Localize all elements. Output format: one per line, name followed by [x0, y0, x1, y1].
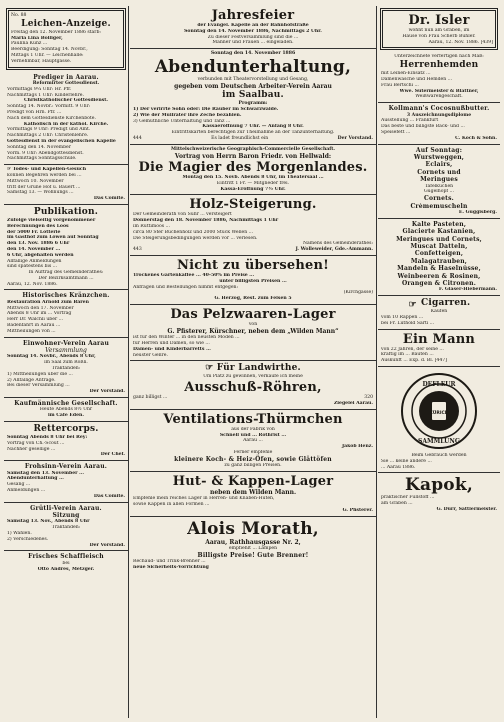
landwirthe-notice [130, 361, 376, 409]
rettercorps-line: Sonntag Abends 8 Uhr bei Rey: [7, 435, 88, 441]
ofen-line: zu ganz billigen Preisen. [224, 463, 282, 469]
gruetli-sign: Der Vorstand. [89, 542, 125, 548]
kollmann-line: Das beste und billigste Back- und ... [381, 124, 465, 130]
publikation-line: In Auftrag des Gemeinderathes: [28, 270, 104, 276]
gruetli-title: Grütli-Verein Aarau. [30, 504, 102, 512]
trauer-notice [4, 165, 128, 205]
herren-line: mit Leinen-Einsatz ... [381, 71, 431, 77]
prediger-line: Christkatholischer Gottesdienst. [24, 98, 108, 104]
cigarren-line: bei Fr. Lüthold Sarti ... [381, 320, 435, 326]
kollmann-line: Speisefett ... [381, 129, 411, 135]
dr-title: Dr. Isler [408, 13, 470, 28]
herren-line: Weißwarengeschäft. [415, 94, 463, 100]
publikation-line: der 5000 Fr. Lotterie [7, 229, 61, 235]
seal-center: ZÜRICH [429, 411, 449, 417]
frohsinn-notice [4, 461, 128, 502]
publikation-line: Der Bezirksamtmann ... [38, 275, 94, 281]
ausschuss-ref: 320 [364, 395, 373, 401]
kraenzchen-line: Badenfahrt in Aarau ... [7, 323, 61, 329]
kaufmaennische-line: im Café Eden. [48, 413, 84, 419]
hut-subtitle: neben dem Wilden Mann. [209, 488, 297, 496]
kollmann-notice [378, 103, 500, 144]
kaufmaennische-title: Kaufmännische Gesellschaft. [14, 400, 118, 408]
publikation-line: den 14. November ... [7, 246, 61, 252]
abend-program-item: 2) Wie der Mullrater ihre Zeche bezahlen. [133, 112, 242, 118]
hut-title: Hut- & Kappen-Lager [172, 473, 334, 489]
abend-footer: Eintrittskarten berechtigen zur Theilnahme an der Tanzunterhaltung. [171, 130, 335, 136]
ausschuss-title: Ausschuß-Röhren, [184, 380, 322, 396]
holz-steigerung-notice [130, 195, 376, 256]
kalte-title: Kalte Pasteten, [411, 220, 467, 228]
jahresfeier-line: Zu dieser Festversammlung sind die ... [207, 34, 299, 40]
leichen-line: Paulina Kunz ... [11, 41, 48, 47]
pelz-line: für Herren und Damen, so wie ... [133, 340, 210, 346]
auf-sonntag-notice [378, 145, 500, 219]
herren-title: Herrenhemden [399, 60, 479, 71]
einwohner-line: im Saal zum Rößli. [44, 360, 88, 366]
frohsinn-line: Anmeldungen ... [7, 488, 46, 494]
rettercorps-title: Rettercorps. [33, 424, 99, 435]
cigarren-notice [378, 296, 500, 329]
morath-notice [130, 517, 376, 573]
jahresfeier-notice [130, 6, 376, 49]
kollmann-line: Ausstellung ... Frankfurt [381, 118, 439, 124]
abend-program-item: Kassaeröffnung 7 Uhr. — Anfang 8 Uhr. [202, 124, 304, 130]
geogr-line: Eintritt 1 Fr. — Mitglieder frei. [216, 180, 290, 186]
cigarren-heading [381, 298, 497, 309]
right-column [378, 6, 500, 718]
herren-line: Wwe. Sutermeister & Blattner, [399, 88, 479, 94]
gruetli-line: Traktanden: [51, 525, 81, 531]
kaufmaennische-notice [4, 398, 128, 422]
nicht-name: G. Herzog, Rest. zum Felsen 5 [214, 296, 292, 302]
geogr-lead: Vortrag von Herrn Baron Friedr. von Hellwald: [174, 152, 332, 160]
kapok-line: praktischer Füllstoff ... [381, 495, 435, 501]
seal-line: Sie ... keine andere ... [381, 458, 432, 464]
hut-sign: G. Pfisterer. [342, 507, 373, 513]
publikation-line: Berechnungen des Loos [7, 223, 69, 229]
prediger-title: Prediger in Aarau. [33, 73, 99, 81]
abend-subtitle: gegeben vom Deutschen Arbeiter-Verein Aarau [174, 82, 332, 90]
nicht-line: unter billigsten Preisen ... [219, 278, 287, 284]
geogr-talk-title: Die Magier des Morgenlandes. [138, 159, 368, 175]
morath-line: neue Sicherheits-Vorrichtung [133, 565, 209, 571]
leichen-line: Beerdigung: Sonntag 14. Novbr., [11, 47, 88, 53]
herren-pre: Unterzeichnete verfertigen nach Maß: [394, 54, 484, 60]
holz-line: circa 80 Ster Buchenholz und 2000 Stück Wellen ... [133, 229, 254, 235]
kapok-name: G. Dürr, Sattlermeister. [436, 507, 497, 513]
kapok-line: am Graben ... [381, 501, 413, 507]
sonntag-item: Wurstweggen, [413, 153, 465, 161]
mann-title: Ein Mann [402, 331, 476, 347]
notice-number: No. 88 [11, 13, 27, 18]
jahresfeier-title: Jahresfeier [211, 8, 295, 23]
publikation-line: den 13. Nov. 1886 6 Uhr [7, 241, 70, 247]
prediger-line: Nach dem Gottesdienste Kirchenbote. [7, 115, 96, 121]
pelz-line: Damen- und Kinderbarretts ... [133, 346, 211, 352]
abend-ref: 444 [133, 135, 142, 141]
schaffleisch-title: Frisches Schaffleisch [28, 553, 104, 561]
publikation-line: Zufolge vielseitig vorgenommener [7, 217, 96, 223]
publikation-line: 6 Uhr, abgehalten werden [7, 252, 74, 258]
prediger-notice [4, 72, 128, 166]
geogr-title: Mittelschweizerische Geographisch-Commercielle Gesellschaft. [171, 146, 335, 152]
gruetli-line: 2) Verschiedenes. [7, 536, 49, 542]
abend-program-label: Programm: [238, 101, 268, 107]
geogr-line: Montag den 15. Novb. Abends 8 Uhr, im Theatersaal ... [182, 174, 324, 180]
nicht-zu-uebersehen-notice [130, 256, 376, 305]
prediger-line: Vorm. 9 Uhr: Abendgottesdienst. [7, 150, 84, 156]
kalte-item: Mandeln & Haselnüsse, [397, 265, 481, 273]
kalte-pasteten-notice [378, 219, 500, 296]
publikation-line: im Gasthof zum Löwen auf Sonntag [7, 235, 99, 241]
abend-title: Abendunterhaltung, [154, 56, 352, 77]
kraenzchen-line: Mittheilungen von ... [7, 328, 56, 334]
rettercorps-sign: Der Chef. [100, 452, 125, 458]
kalte-item: Orangen & Citronen. [401, 280, 477, 288]
ausschuss-line: ganz billigst ... [133, 395, 168, 401]
holz-line: Die Steigerungsbedingungen werden vor ... verlesen. [133, 235, 258, 241]
sonntag-title: Auf Sonntag: [415, 146, 463, 154]
holz-line: Donnerstag den 18. November 1886, Nachmittags 1 Uhr [133, 218, 279, 224]
gruetli-line: Samstag 13. Nov., Abends 8 Uhr [7, 519, 90, 525]
gruetli-subtitle: Sitzung [52, 512, 80, 520]
seal-line: Beim Gebrauch werden [411, 453, 467, 459]
seal-line: ... Aarau 1886. [381, 464, 416, 470]
hut-line: Empfehle mein reiches Lager in Herren- und Knaben-Hüten, [133, 496, 275, 502]
prediger-line: Sonntag 14. Novbr.: Vormitt. 9 Uhr: [7, 104, 91, 110]
company-seal-icon [400, 372, 478, 450]
abend-line: verbunden mit Theatervorstellung und Gesang, [197, 76, 309, 82]
ofen-title: kleinere Koch- & Heiz-Öfen, sowie Glättöfen [174, 455, 332, 463]
herren-line: Damenwäsche und Hemden ... [381, 76, 453, 82]
frohsinn-line: Samstag den 13. November ... [7, 470, 84, 476]
holz-title: Holz-Steigerung. [189, 197, 317, 213]
kraenzchen-title: Historisches Kränzchen. [22, 292, 110, 300]
holz-line: im Rüttimoos ... [133, 223, 170, 229]
nicht-title: Nicht zu übersehen! [176, 257, 329, 273]
ausschuss-line: Ziegelei Aarau. [333, 400, 373, 406]
pelz-title: Das Pelzwaaren-Lager [170, 306, 336, 322]
kalte-item: Muscat Datteln, [410, 243, 468, 251]
kalte-item: Meringues und Cornets, [396, 235, 482, 243]
kalte-item: Weinbeeren & Rosinen, [397, 272, 481, 280]
schaffleisch-notice [4, 551, 128, 574]
leichen-line: Freitag den 12. November 1886 starb: [11, 29, 101, 35]
schaffleisch-line: Otto Andres, Metzger. [37, 566, 95, 572]
publikation-title: Publikation. [33, 206, 99, 217]
prediger-subtitle: Reformirter Gottesdienst. [32, 80, 100, 86]
trauer-sign: Das Comité. [93, 196, 125, 202]
vent-name: Jakob Henz. [341, 444, 373, 450]
dr-line: Aarau, 12. Nov. 1886. [439] [428, 39, 493, 45]
pelzwaaren-notice [130, 305, 376, 361]
ofen-line: Ferner empfehle [233, 449, 273, 455]
prediger-line: Vormittags 9¼ Uhr: Hr. Pfr. [7, 86, 72, 92]
publikation-line: sind spätestens bis ... [7, 264, 58, 270]
pelz-von: von [248, 321, 258, 327]
abend-hall: im Saalbau. [222, 90, 284, 101]
cigarren-title: Cigarren. [420, 298, 471, 309]
dr-isler-notice [380, 8, 498, 50]
morath-line: Billigste Preise! Gute Brenner! [197, 551, 309, 559]
vent-line: aus der Fabrik von [231, 426, 275, 432]
leichen-line: Vernehmbar, Hauptgasse. [11, 58, 72, 64]
vent-line: Aarau ... [243, 438, 263, 444]
vent-title: Ventilations-Thürmchen [163, 411, 343, 427]
leichen-title: Leichen-Anzeige. [21, 18, 111, 29]
cigarren-line: Kaufen [430, 309, 448, 315]
morath-address: Aarau, Rathhausgasse Nr. 2, [205, 538, 301, 546]
kollmann-brand: 3 Auszeichnungsdiplome [406, 112, 472, 118]
vent-line: Schnell und ... Rothrist ... [219, 432, 287, 438]
frohsinn-line: Gesang ... [7, 482, 31, 488]
sonntag-item: Eclairs, [425, 161, 453, 169]
abend-sign: Der Vorstand. [337, 135, 373, 141]
prediger-line: Nachmittags 1 Uhr: Kinderlehre. [7, 92, 84, 98]
prediger-line: Katholisch in der kathol. Kirche. [23, 121, 109, 127]
holz-ref: 443 [133, 247, 142, 253]
left-column [4, 6, 129, 718]
pelz-line: neuster Genre. [133, 352, 168, 358]
rettercorps-notice [4, 422, 128, 461]
einwohner-line: Sonntag 14. Novbr., Abends 8 Uhr, [7, 354, 96, 360]
schaffleisch-line: bei [62, 560, 70, 566]
nicht-line: Anfragen und Bestellungen nimmt entgegen: [133, 284, 239, 290]
prediger-line: Nachmittags Sonntagsschule. [7, 156, 77, 162]
kraenzchen-notice [4, 290, 128, 337]
jahresfeier-line: der Evangel. Kapelle an der Bahnhofstraße [197, 23, 309, 28]
prediger-line: Sonntag den 14. November [7, 144, 71, 150]
kraenzchen-line: Mittwoch den 17. November [7, 305, 74, 311]
holz-sign: Namens des Gemeinderathes: [303, 241, 373, 247]
holz-line: Der Gemeinderath von Suhr ... versteigert [133, 212, 232, 218]
prediger-line: Nachmittags 2 Uhr: Christenlehre. [7, 133, 89, 139]
frohsinn-title: Frohsinn-Verein Aarau. [24, 463, 108, 471]
sonntag-item: Crèmemuscheln [410, 202, 468, 210]
trauer-line: Samstag 13. — Wohnungs ... [7, 190, 74, 196]
rettercorps-line: Vortrag von Ch.-Scout ... [7, 440, 65, 446]
leichen-line: Mittags 1 Uhr. — Leichenhalle: [11, 52, 84, 58]
prediger-line: Predigt von Hrn. Pfr. ... [7, 109, 62, 115]
publikation-date: Aarau, 12. Nov. 1886. [7, 281, 58, 287]
gruetli-line: 1) Wahlen. [7, 531, 32, 537]
trauer-line: ☞ Todes- und Kapellen-Gesuch [7, 167, 87, 173]
geographische-notice [130, 145, 376, 196]
einwohner-line: 2) Allfällige Anträge. [7, 377, 56, 383]
jahresfeier-line: Männer und Frauen ... eingeladen. [212, 40, 294, 46]
publikation-line: Allfällige Anmeldungen [7, 258, 62, 264]
kapok-title: Kapok, [405, 475, 473, 496]
pelz-line: ist für den Winter ... in den neusten Moden ... [133, 335, 240, 341]
leichen-line: Maria Lina Bolliger, [11, 35, 63, 41]
einwohner-title: Einwohner-Verein Aarau [22, 339, 110, 347]
einwohner-line: Traktanden: [51, 366, 81, 372]
herren-line: Frau Bertschi ... [381, 82, 419, 88]
frohsinn-line: Abendunterhaltung ... [7, 476, 64, 482]
abend-footer: Es ladet freundlichst ein [211, 135, 269, 141]
prediger-line: Gottesdienst in der evangelischen Kapelle [7, 138, 116, 144]
kollmann-title: Kollmann's Cocosnußbutter. [388, 105, 490, 113]
landwirthe-title: ☞ Für Landwirthe. [205, 363, 301, 374]
kraenzchen-line: Abends 8 Uhr im ... Vortrag [7, 311, 72, 317]
sonntag-item: Meringues [420, 176, 458, 184]
abendunterhaltung-notice [130, 49, 376, 145]
morath-line: Rechaud- und Trink-Brenner ... [133, 559, 206, 565]
einwohner-line: 1) Mittheilungen über die ... [7, 371, 73, 377]
hut-kappen-notice [130, 472, 376, 517]
kraenzchen-line: Herr Dr. Wälchli über ... [7, 317, 63, 323]
holz-name: J. Wolleweider, Gde.-Ammann. [295, 247, 373, 253]
kraenzchen-line: Restauration Arnold zum Bären [7, 299, 89, 305]
einwohner-sign: Der Vorstand. [89, 389, 125, 395]
mann-line: kräftig im ... Bauten ... [381, 352, 434, 358]
seal-advert [378, 367, 500, 473]
gruetli-notice [4, 503, 128, 552]
rettercorps-line: Nachher gesellige ... [7, 446, 56, 452]
sonntag-item: Gugelhopf ... [424, 189, 454, 195]
herrenhemden-notice [378, 52, 500, 103]
kaufmaennische-line: Heute Abends 8½ Uhr [39, 407, 93, 413]
publikation-notice [4, 205, 128, 291]
abend-program-item: 3) Gemüthliche Unterhaltung und Tanz ... [133, 118, 231, 124]
trauer-line: können Begehren werden bei ... [7, 172, 82, 178]
kapok-notice [378, 473, 500, 514]
morath-line: empfiehlt ... Lampen [228, 546, 278, 552]
ein-mann-notice [378, 330, 500, 367]
frohsinn-sign: Das Comité. [93, 493, 125, 499]
kalte-name: F. Glaser-Hiebermann. [438, 287, 497, 293]
kalte-item: Malagatrauben, [410, 257, 468, 265]
mann-line: Auskunft ... Exp. d. Bl. [447] [381, 358, 447, 364]
sonntag-name: E. Guggisberg. [458, 210, 497, 215]
seal-ring-bottom: SAMMLUNG [417, 438, 461, 446]
landwirthe-line: Um Platz zu gewinnen, verkaufe ich meine [203, 374, 303, 380]
hut-line: sowie Kappen in allen Formen ... [133, 502, 210, 508]
dr-line: Hause von Frau Scherb Bühler. [402, 33, 476, 39]
leichen-anzeige [6, 8, 126, 70]
pelz-owner: G. Pfisterer, Kürschner, neben dem „Wilden Mann“ [167, 327, 339, 335]
nicht-line: (Kirchgasse) [343, 290, 373, 296]
prediger-line: Vormittags 9 Uhr: Predigt und Amt. [7, 127, 91, 133]
ventilations-notice [130, 410, 376, 472]
einwohner-line: Bei dieser Versammlung ... [7, 383, 70, 389]
mann-line: von 22 Jahren, der seine ... [381, 346, 444, 352]
pointing-hand-icon: ☞ [408, 299, 417, 310]
jahresfeier-line: Sonntag den 14. November 1886, Nachmittags 2 Uhr. [184, 28, 322, 34]
nicht-line: Trockenes Gartenkaffee ... 40–50% im Preise ... [133, 272, 255, 278]
middle-column [130, 6, 377, 718]
einwohner-subtitle: Versammlung [45, 347, 87, 355]
cigarren-line: vom 10 Rappen ... [381, 315, 424, 321]
trauer-line: Mittwoch 10. November [7, 178, 64, 184]
seal-ring-top: DEFLEUR [422, 381, 456, 389]
einwohner-verein-notice [4, 338, 128, 398]
geogr-line: Kassa-Eröffnung 7½ Uhr. [220, 186, 286, 192]
kalte-item: Confetteigen, [414, 250, 464, 258]
dr-line: wohnt nun am Graben, im [408, 28, 470, 33]
trauer-line: tritt der Grüne Hof u. Bauert ... [7, 184, 81, 190]
sonntag-item: Tafelkuchen [424, 183, 454, 189]
morath-title: Alois Morath, [187, 518, 319, 539]
abend-program-item: 1) Der verirrte Sohn oder: Die Räuber im Schwarzwalde. [133, 106, 279, 112]
sonntag-item: Cornets. [424, 195, 454, 203]
sonntag-item: Cornets und [417, 168, 461, 176]
abend-date: Sonntag den 14. November 1886 [210, 51, 296, 57]
kalte-item: Glacierte Kastanien, [402, 228, 476, 236]
kollmann-line: C. Koch & Sohn. [455, 135, 497, 141]
